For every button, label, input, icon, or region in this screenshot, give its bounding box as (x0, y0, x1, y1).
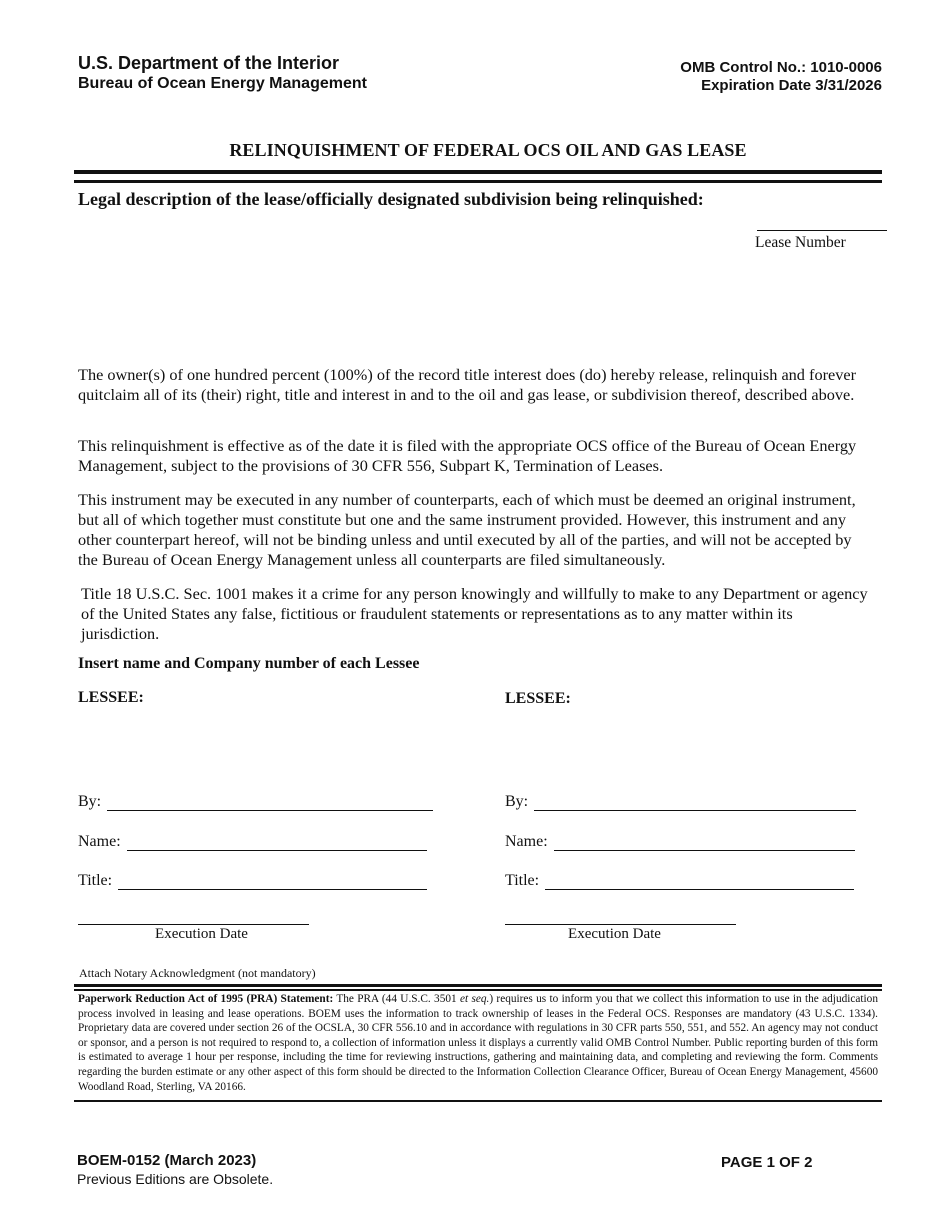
name-input[interactable] (127, 836, 427, 851)
lessee-instruction: Insert name and Company number of each Lessee (78, 655, 420, 672)
by-field (505, 793, 856, 811)
form-title: RELINQUISHMENT OF FEDERAL OCS OIL AND GAS LEASE (229, 140, 747, 160)
page-number: PAGE 1 OF 2 (721, 1154, 813, 1171)
pra-statement (78, 992, 878, 1094)
bureau-name: Bureau of Ocean Energy Management (78, 75, 367, 92)
name-label: Name: (78, 833, 121, 850)
pra-top-divider (74, 984, 882, 987)
expiration-date: Expiration Date 3/31/2026 (701, 77, 882, 94)
name-input[interactable] (554, 836, 855, 851)
name-label: Name: (505, 833, 548, 850)
obsolete-note: Previous Editions are Obsolete. (77, 1171, 274, 1187)
pra-bottom-divider (74, 1100, 882, 1102)
title-input[interactable] (118, 875, 427, 890)
execution-date-input[interactable] (505, 924, 736, 925)
form-number: BOEM-0152 (March 2023) (77, 1152, 257, 1169)
lessee-heading: LESSEE: (78, 689, 144, 706)
by-label: By: (78, 793, 102, 810)
penalty-paragraph: Title 18 U.S.C. Sec. 1001 makes it a crime for any person knowingly and willfully to make to any Department or agency of the United States any false, fictitious or fraudulent statements or representations as to any matter within its jurisdiction. (81, 584, 868, 643)
pra-heading: Paperwork Reduction Act of 1995 (PRA) Statement: (78, 993, 334, 1005)
effective-date-paragraph: This relinquishment is effective as of the date it is filed with the appropriate OCS office of the Bureau of Ocean Energy Management, subject to the provisions of 30 CFR 556, Subpart K, Termination of Leases. (78, 436, 857, 475)
title-field (78, 872, 427, 890)
pra-italic: et seq. (459, 993, 490, 1005)
execution-date-label: Execution Date (155, 926, 248, 942)
by-input[interactable] (534, 796, 856, 811)
release-paragraph: The owner(s) of one hundred percent (100%) of the record title interest does (do) hereby release, relinquish and forever quitclaim all of its (their) right, title and interest in and to the oil and gas lease, or subdivision thereof, described above. (78, 365, 857, 404)
title-field (505, 872, 854, 890)
by-field (78, 793, 433, 811)
lease-number-label: Lease Number (755, 234, 846, 251)
title-input[interactable] (545, 875, 854, 890)
lease-number-field[interactable] (757, 230, 887, 231)
notary-note: Attach Notary Acknowledgment (not mandatory) (79, 966, 316, 980)
top-divider-second (74, 180, 882, 183)
lessee-heading: LESSEE: (505, 690, 571, 707)
name-field (78, 833, 427, 851)
pra-text-end: ) requires us to inform you that we collect this information to use in the adjudication process involved in leasing and lease operations. BOEM uses the information to track ownership of leases in the Federal OCS. Responses are mandatory (43 U.S.C. 1334). Proprietary data are covered under section 26 of the OCSLA, 30 CFR 556.10 and in accordance with regulations in 30 CFR parts 550, 551, and 552. An agency may not conduct or sponsor, and a person is not required to respond to, a collection of information unless it displays a currently valid OMB Control Number. Public reporting burden of this form is estimated to average 1 hour per response, including the time for reviewing instructions, gathering and maintaining data, and completing and reviewing the form. Comments regarding the burden estimate or any other aspect of this form should be directed to the Information Collection Clearance Officer, Bureau of Ocean Energy Management, 45600 Woodland Road, Sterling, VA 20166. (78, 993, 878, 1093)
title-label: Title: (505, 872, 540, 889)
legal-description-heading: Legal description of the lease/officially designated subdivision being relinquished: (78, 189, 704, 209)
execution-date-label: Execution Date (568, 926, 661, 942)
by-label: By: (505, 793, 529, 810)
department-name: U.S. Department of the Interior (78, 53, 340, 73)
execution-date-input[interactable] (78, 924, 309, 925)
counterparts-paragraph: This instrument may be executed in any number of counterparts, each of which must be deemed an original instrument, but all of which together must constitute but one and the same instrument provided. However, this instrument and any other counterpart hereof, will not be binding unless and until executed by all of the parties, and will not be accepted by the Bureau of Ocean Energy Management unless all counterparts are filed simultaneously. (78, 490, 856, 569)
by-input[interactable] (107, 796, 433, 811)
name-field (505, 833, 855, 851)
top-divider (74, 170, 882, 174)
omb-control-number: OMB Control No.: 1010-0006 (680, 59, 882, 76)
pra-text-start: The PRA (44 U.S.C. 3501 (333, 993, 460, 1005)
pra-top-divider-second (74, 989, 882, 991)
title-label: Title: (78, 872, 113, 889)
